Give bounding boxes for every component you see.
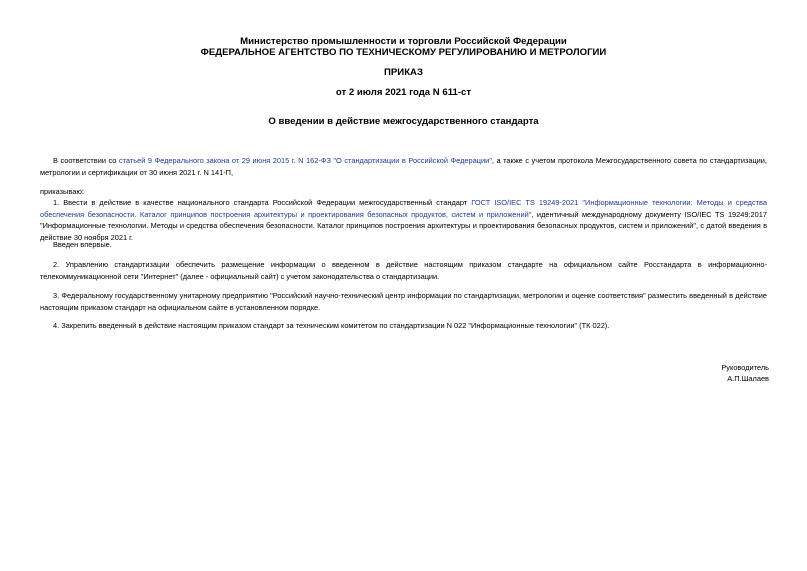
order-word: приказываю: xyxy=(40,187,84,196)
federal-law-link[interactable]: статьей 9 Федерального закона от 29 июня 2015 г. N 162-ФЗ "О стандартизации в Российской Федерации" xyxy=(118,156,492,165)
ministry-name: Министерство промышленности и торговли Российской Федерации xyxy=(240,36,567,47)
signature-title: Руководитель xyxy=(721,363,769,372)
preamble-prefix: В соответствии со xyxy=(53,156,119,165)
document-subject: О введении в действие межгосударственного стандарта xyxy=(268,116,539,127)
document-type: ПРИКАЗ xyxy=(384,67,423,78)
gost-standard-link[interactable]: ГОСТ ISO/IEC TS 19249-2021 "Информационные технологии. Методы и средства обеспечения безопасности. Каталог принципов построения архитектуры и проектирования безопасных продуктов, систем и приложений" xyxy=(40,198,767,219)
signature-name: А.П.Шалаев xyxy=(727,374,769,383)
introduced-note: Введен впервые. xyxy=(53,240,112,249)
document-date-number: от 2 июля 2021 года N 611-ст xyxy=(335,87,472,98)
agency-name: ФЕДЕРАЛЬНОЕ АГЕНТСТВО ПО ТЕХНИЧЕСКОМУ РЕГУЛИРОВАНИЮ И МЕТРОЛОГИИ xyxy=(200,47,607,58)
item-4-paragraph: 4. Закрепить введенный в действие настоящим приказом стандарт за техническим комитетом по стандартизации N 022 "Информационные технологии" (ТК 022). xyxy=(53,321,610,330)
item-1-paragraph xyxy=(40,197,767,243)
preamble-suffix: , а также с учетом протокола Межгосударственного совета по стандартизации, метрологии и сертификации от 30 июня 2021 г. N 141-П, xyxy=(40,156,767,177)
item-1-suffix: , идентичный международному документу ISO/IEC TS 19249:2017 "Информационные технологии. Методы и средства обеспечения безопасности. Каталог принципов построения архитектуры и проектирования безопасных продуктов, систем и приложений", с датой введения в действие 30 ноября 2021 г. xyxy=(40,209,767,242)
preamble-paragraph xyxy=(40,155,767,178)
item-3-paragraph: 3. Федеральному государственному унитарному предприятию "Российский научно-технический центр информации по стандартизации, метрологии и оценке соответствия" разместить введенный в действие настоящим приказом стандарт на официальном сайте в установленном порядке. xyxy=(40,291,767,312)
item-1-prefix: 1. Ввести в действие в качестве национального стандарта Российской Федерации межгосударственный стандарт xyxy=(53,198,472,207)
item-2-paragraph: 2. Управлению стандартизации обеспечить размещение информации о введенном в действие настоящим приказом стандарте на официальном сайте Росстандарта в информационно-телекоммуникационной сети "Интернет" (далее - официальный сайт) с учетом законодательства о стандартизации. xyxy=(40,260,767,281)
